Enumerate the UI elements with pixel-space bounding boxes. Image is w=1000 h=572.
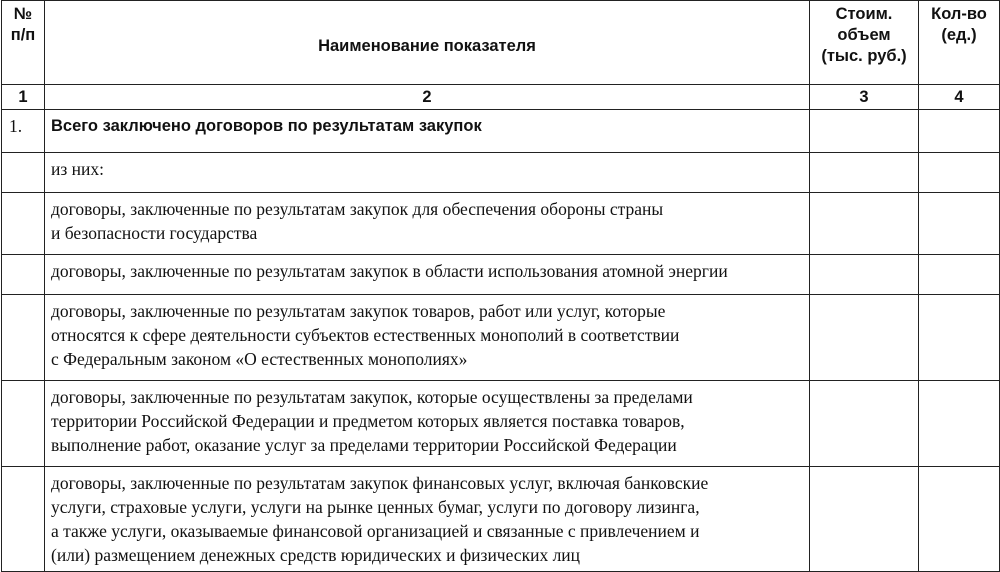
row-number <box>2 193 45 255</box>
procurement-table <box>1 0 1000 572</box>
table-row <box>2 193 1000 255</box>
row-indicator: договоры, заключенные по результатам закупок финансовых услуг, включая банковские услуги, страховые услуги, услуги на рынке ценных бумаг, услуги по договору лизинга, а также услуги, оказываемые финансовой организацией и связанные с привлечением и (или) размещением денежных средств юридических и физических лиц <box>45 467 810 572</box>
row-indicator: Всего заключено договоров по результатам закупок <box>45 110 810 153</box>
row-indicator: договоры, заключенные по результатам закупок товаров, работ или услуг, которые относятся к сфере деятельности субъектов естественных монополий в соответствии с Федеральным законом «О естественных монополиях» <box>45 295 810 381</box>
row-number <box>2 467 45 572</box>
column-number: 1 <box>2 85 45 110</box>
row-number <box>2 295 45 381</box>
row-indicator: договоры, заключенные по результатам закупок для обеспечения обороны страны и безопасности государства <box>45 193 810 255</box>
table-row <box>2 295 1000 381</box>
row-quantity <box>919 110 1000 153</box>
row-quantity <box>919 467 1000 572</box>
row-cost <box>810 153 919 193</box>
column-number: 3 <box>810 85 919 110</box>
row-quantity <box>919 255 1000 295</box>
row-quantity <box>919 381 1000 467</box>
row-number: 1. <box>2 110 45 153</box>
header-row <box>2 1 1000 85</box>
row-quantity <box>919 153 1000 193</box>
row-cost <box>810 110 919 153</box>
table-row <box>2 153 1000 193</box>
column-number: 2 <box>45 85 810 110</box>
row-cost <box>810 381 919 467</box>
table-row <box>2 255 1000 295</box>
row-indicator: из них: <box>45 153 810 193</box>
table-row <box>2 381 1000 467</box>
row-number <box>2 153 45 193</box>
row-cost <box>810 255 919 295</box>
row-number <box>2 255 45 295</box>
header-cost: Стоим. объем (тыс. руб.) <box>810 1 919 85</box>
column-numbers-row <box>2 85 1000 110</box>
header-quantity: Кол-во (ед.) <box>919 1 1000 85</box>
row-indicator: договоры, заключенные по результатам закупок, которые осуществлены за пределами территории Российской Федерации и предметом которых является поставка товаров, выполнение работ, оказание услуг за пределами территории Российской Федерации <box>45 381 810 467</box>
table-row <box>2 467 1000 572</box>
header-number: № п/п <box>2 1 45 85</box>
row-cost <box>810 295 919 381</box>
table-row <box>2 110 1000 153</box>
row-number <box>2 381 45 467</box>
column-number: 4 <box>919 85 1000 110</box>
row-quantity <box>919 193 1000 255</box>
header-indicator-name: Наименование показателя <box>45 1 810 85</box>
row-indicator: договоры, заключенные по результатам закупок в области использования атомной энергии <box>45 255 810 295</box>
row-cost <box>810 467 919 572</box>
row-quantity <box>919 295 1000 381</box>
row-cost <box>810 193 919 255</box>
